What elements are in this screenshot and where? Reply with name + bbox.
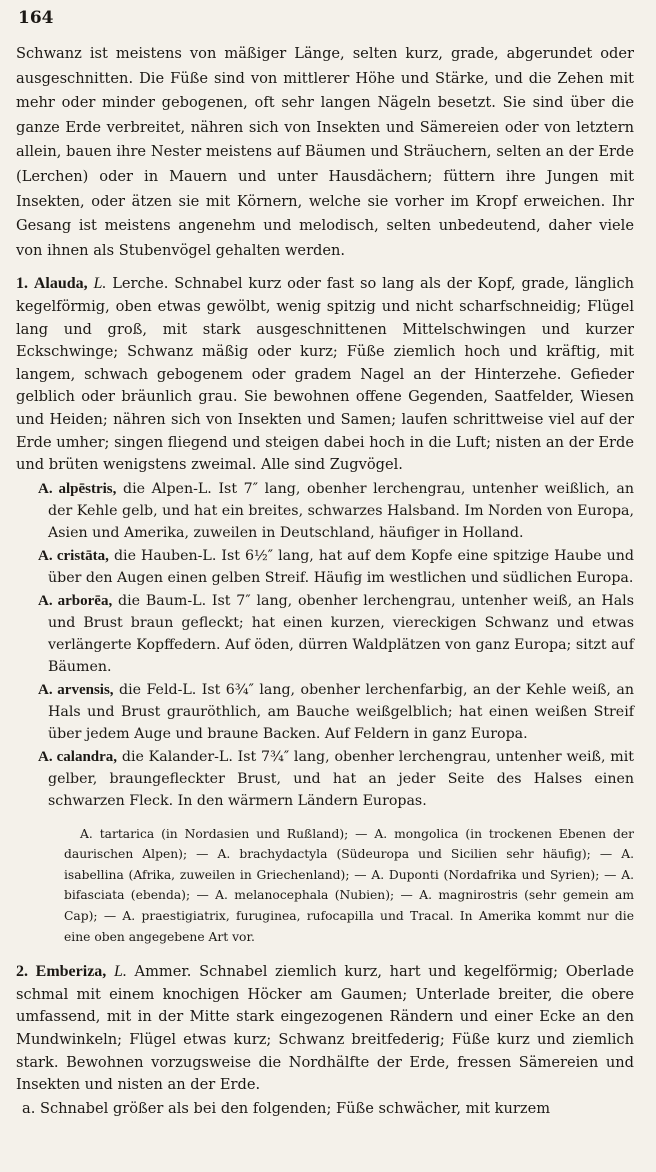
species-entry xyxy=(16,679,634,745)
species-entry xyxy=(16,545,634,589)
species-entry xyxy=(16,590,634,678)
species-entry xyxy=(16,478,634,544)
additional-species-notes: A. tartarica (in Nordasien und Rußland); — A. mongolica (in trockenen Ebenen der daurischen Alpen); — A. brachydactyla (Südeuropa und Sicilien sehr häufig); — A. isabellina (Afrika, zuweilen in Griechenland); — A. Duponti (Nordafrika und Syrien); — A. bifasciata (ebenda); — A. melanocephala (Nubien); — A. magnirostris (sehr gemein am Cap); — A. praestigiatrix, furuginea, rufocapilla und Tracal. In Amerika kommt nur die eine oben angegebene Art vor. xyxy=(64,826,634,944)
species-text: die Feld-L. Ist 6¾″ lang, obenher lerchenfarbig, an der Kehle weiß, an Hals und Brust grauröthlich, am Bauche weißgelblich; hat einen weißen Streif über jedem Auge und braune Backen. Auf Feldern in ganz Europa. xyxy=(48,681,635,742)
subsection-label: a. xyxy=(22,1099,36,1117)
genus-emberiza-entry xyxy=(16,961,634,1097)
subsection-text: Schnabel größer als bei den folgenden; Füße schwächer, mit kurzem xyxy=(39,1099,551,1117)
species-name: A. alpēstris, xyxy=(38,480,117,497)
genus-common-name: Ammer. xyxy=(134,963,192,981)
species-name: A. arvensis, xyxy=(38,681,114,698)
genus-alauda-entry xyxy=(16,273,634,476)
species-entry xyxy=(16,746,634,812)
genus-description: Schnabel ziemlich kurz, hart und kegelförmig; Oberlade schmal mit einem knochigen Höcker am Gaumen; Unterlade breiter, die obere umfassend, mit in der Mitte stark eingezogenen Rändern und einer Ecke an den Mundwinkeln; Flügel etwas kurz; Schwanz breitfederig; Füße kurz und ziemlich stark. Bewohnen vorzugsweise die Nordhälfte der Erde, fressen Sämereien und Insekten und nisten an der Erde. xyxy=(16,963,634,1094)
genus-name: Alauda, xyxy=(33,275,88,293)
species-text: die Baum-L. Ist 7″ lang, obenher lerchengrau, untenher weiß, an Hals und Brust braun gefleckt; hat einen kurzen, viereckigen Schwanz und etwas verlängerte Kopffedern. Auf öden, dürren Waldplätzen von ganz Europa; sitzt auf Bäumen. xyxy=(48,592,634,675)
genus-description: Schnabel kurz oder fast so lang als der Kopf, grade, länglich kegelförmig, oben etwas gewölbt, wenig spitzig und nicht scharfschneidig; Flügel lang und groß, mit stark ausgeschnittenen Mittelschwingen und kurzer Eckschwinge; Schwanz mäßig oder kurz; Füße ziemlich hoch und kräftig, mit langem, schwach gebogenem oder gradem Nagel an der Hinterzehe. Gefieder gelblich oder bräunlich grau. Sie bewohnen offene Gegenden, Saatfelder, Wiesen und Heiden; nähren sich von Insekten und Samen; laufen schrittweise viel auf der Erde umher; singen fliegend und steigen dabei hoch in die Luft; nisten an der Erde und brüten wenigstens zweimal. Alle sind Zugvögel. xyxy=(16,275,635,474)
intro-paragraph: Schwanz ist meistens von mäßiger Länge, selten kurz, grade, abgerundet oder ausgeschnitten. Die Füße sind von mittlerer Höhe und Stärke, und die Zehen mit mehr oder minder gebogenen, oft sehr langen Nägeln besetzt. Sie sind über die ganze Erde verbreitet, nähren sich von Insekten und Sämereien oder von letztern allein, bauen ihre Nester meistens auf Bäumen und Sträuchern, selten an der Erde (Lerchen) oder in Mauern und unter Hausdächern; füttern ihre Jungen mit Insekten, oder ätzen sie mit Körnern, welche sie vorher im Kropf erweichen. Ihr Gesang ist meistens angenehm und melodisch, selten unbedeutend, daher viele von ihnen als Stubenvögel gehalten werden. xyxy=(16,45,634,259)
genus-author: L. xyxy=(113,963,127,981)
species-text: die Kalander-L. Ist 7¾″ lang, obenher lerchengrau, untenher weiß, mit gelber, braungefleckter Brust, und hat an jeder Seite des Halses einen schwarzen Fleck. In den wärmern Ländern Europas. xyxy=(48,748,635,809)
page-number: 164 xyxy=(18,8,54,28)
subsection-a xyxy=(16,1098,634,1120)
species-text: die Hauben-L. Ist 6½″ lang, hat auf dem Kopfe eine spitzige Haube und über den Augen einen gelben Streif. Häufig im westlichen und südlichen Europa. xyxy=(48,547,634,586)
genus-number: 1. xyxy=(16,275,28,293)
species-name: A. cristāta, xyxy=(38,547,109,564)
genus-name: Emberiza, xyxy=(35,963,107,981)
genus-common-name: Lerche. xyxy=(112,275,169,293)
genus-number: 2. xyxy=(16,963,28,981)
species-name: A. calandra, xyxy=(38,748,118,765)
genus-author: L. xyxy=(93,275,107,293)
species-name: A. arborēa, xyxy=(38,592,113,609)
species-text: die Alpen-L. Ist 7″ lang, obenher lerchengrau, untenher weißlich, an der Kehle gelb, und hat ein breites, schwarzes Halsband. Im Norden von Europa, Asien und Amerika, zuweilen in Deutschland, häufiger in Holland. xyxy=(48,480,634,541)
